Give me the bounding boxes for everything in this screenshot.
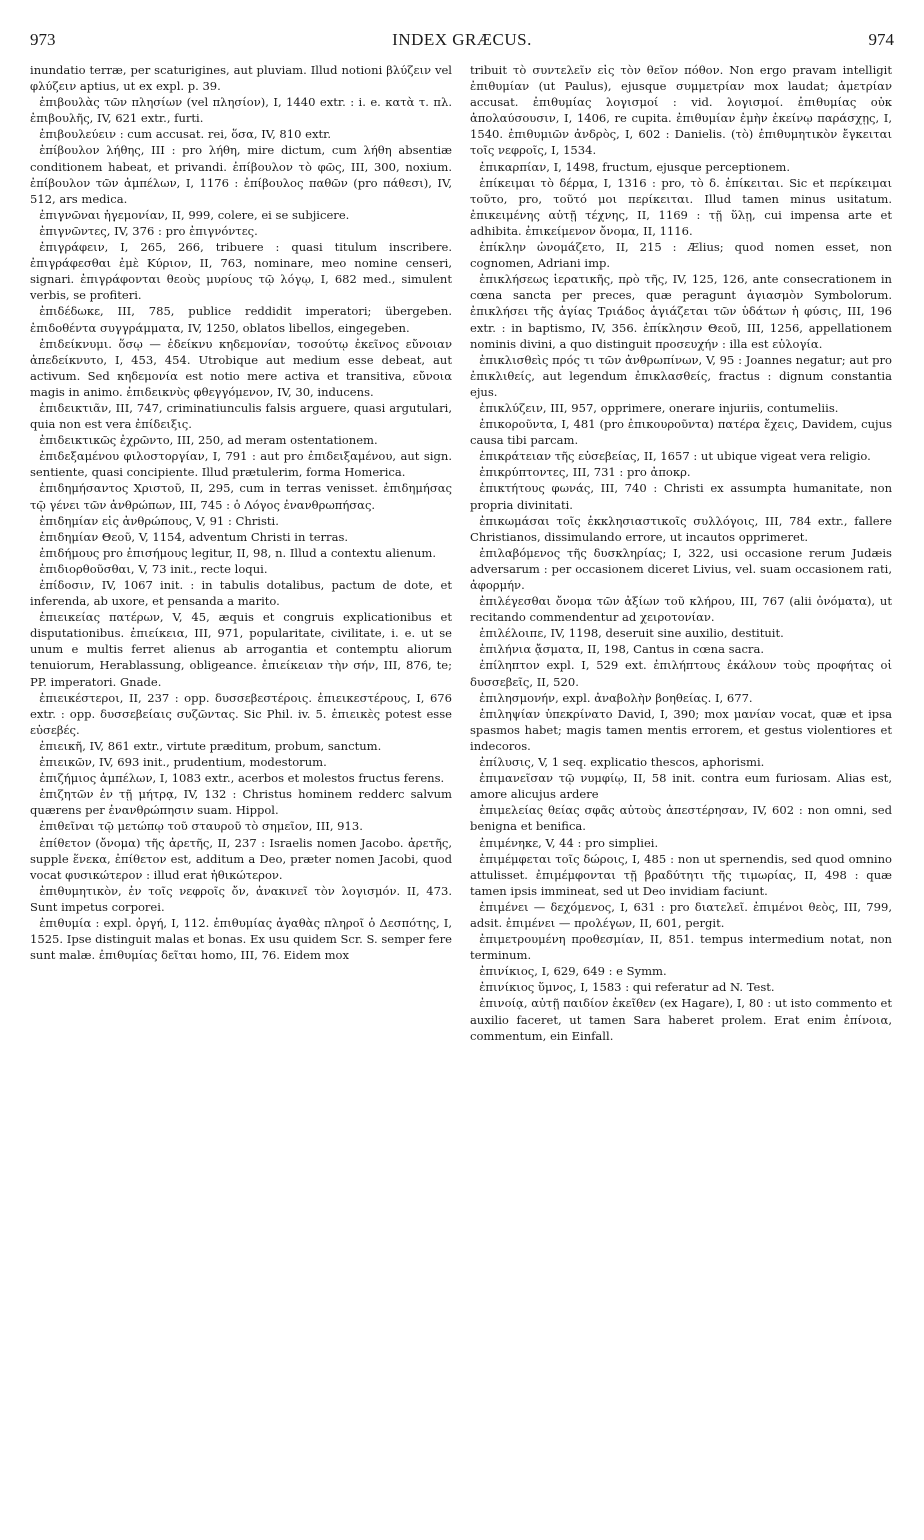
index-entry: ἐπικαρπίαν, I, 1498, fructum, ejusque perceptionem. [479,159,791,174]
index-entry: tribuit τὸ συντελεῖν εἰς τὸν θεῖον πόθον. Non ergo pravam intelligit ἐπιθυμίαν (ut Paulus), ejusque συμμετρίαν mox laudat; ἀμετρίαν accusat. ἐπιθυμίας λογισμοί : vid. λογισμοί. ἐπιθυμίας οὐκ ἀπολαύσουσιν, I, 1406, re cupita. ἐπιθυμίαν ἐμὴν ἐκείνῳ παράσχῃς, I, 1540. ἐπιθυμιῶν ἀνδρὸς, I, 602 : Danielis. (τὸ) ἐπιθυμητικὸν ἔγκειται τοῖς νεφροῖς, I, 1534. [470,63,892,158]
page-number-right: 974 [868,30,894,49]
index-entry: ἐπιδημήσαντος Χριστοῦ, II, 295, cum in terras venisset. ἐπιδημήσας τῷ γένει τῶν ἀνθρώπων, III, 745 : ὁ Λόγος ἐνανθρωπήσας. [30,481,452,512]
index-entry: ἐπίληπτον expl. I, 529 ext. ἐπιλήπτους ἐκάλουν τοὺς προφήτας οἱ δυσσεβεῖς, II, 520. [470,658,892,689]
index-entry: ἐπικτήτους φωνάς, III, 740 : Christi ex assumpta humanitate, non propria divinitati. [470,481,892,512]
page-header [30,30,894,58]
index-entry: ἐπιμένηκε, V, 44 : pro simpliei. [479,835,659,850]
index-entry: ἐπιγνῶναι ἡγεμονίαν, II, 999, colere, ei se subjicere. [39,207,350,222]
index-entry: ἐπίκλην ὠνομάζετο, II, 215 : Ælius; quod nomen esset, non cognomen, Adriani imp. [470,240,892,271]
index-entry: ἐπικωμάσαι τοῖς ἐκκλησιαστικοῖς συλλόγοις, III, 784 extr., fallere Christianos, dissimulando errore, ut incautos opprimeret. [470,513,892,544]
index-entry: ἐπίλυσις, V, 1 seq. explicatio thescos, aphorismi. [479,755,765,770]
index-entry: inundatio terræ, per scaturigines, aut pluviam. Illud notioni βλύζειν vel φλύζειν aptius, ut ex expl. p. 39. [30,63,452,94]
index-entry: ἐπικρύπτοντες, III, 731 : pro ἀποκρ. [479,465,691,480]
index-entry: ἐπιμελείας θείας σφᾶς αὐτοὺς ἀπεστέρησαν, IV, 602 : non omni, sed benigna et benifica. [470,803,892,834]
index-entry: ἐπιζήμιος ἀμπέλων, I, 1083 extr., acerbos et molestos fructus ferens. [39,771,445,786]
index-entry: ἐπίθετον (ὄνομα) τῆς ἀρετῆς, II, 237 : Israelis nomen Jacobo. ἀρετῆς, supple ἕνεκα, ἐπίθετον est, additum a Deo, præter nomen Jacobi, quod vocat φυσικώτερον : illud erat ἠθικώτερον. [30,835,452,882]
index-entry: ἐπιγράφειν, I, 265, 266, tribuere : quasi titulum inscribere. ἐπιγράφεσθαι ἐμὲ Κύριον, II, 763, nominare, meo nomine censeri, signari. ἐπιγράφονται θεοὺς μυρίους τῷ λόγῳ, I, 682 med., simulent verbis, se profiteri. [30,240,452,303]
index-entry: ἐπιδεικτιᾶν, III, 747, criminatiunculis falsis arguere, quasi argutulari, quia non est vera ἐπίδειξις. [30,400,452,432]
index-entry: ἐπιλαβόμενος τῆς δυσκληρίας; I, 322, usi occasione rerum Judæis adversarum : per occasionem diceret Livius, vel. suam occasionem rati, ἀφορμήν. [470,545,892,592]
index-entry: ἐπιδήμους pro ἐπισήμους legitur, II, 98, n. Illud a contextu alienum. [39,545,437,560]
index-entry: ἐπιλέγεσθαι ὄνομα τῶν ἀξίων τοῦ κλήρου, III, 767 (alii ὀνόματα), ut recitando commendentur ad χειροτονίαν. [470,594,892,625]
index-entry: ἐπιμανεῖσαν τῷ νυμφίῳ, II, 58 init. contra eum furiosam. Alias est, amore alicujus ardere [470,771,892,802]
index-entry: ἐπιμετρουμένη προθεσμίαν, II, 851. tempus intermedium notat, non terminum. [470,932,892,963]
right-column [470,62,892,1044]
index-entry: ἐπιβουλεύειν : cum accusat. rei, ὅσα, IV, 810 extr. [39,127,332,142]
index-entry: ἐπιδεικτικῶς ἐχρῶντο, III, 250, ad meram ostentationem. [39,433,378,448]
index-entry: ἐπίβουλον λήθης, III : pro λήθη, mire dictum, cum λήθη absentiæ conditionem habeat, et privandi. ἐπίβουλον τὸ φῶς, III, 300, noxium. ἐπίβουλον τῶν ἀμπέλων, I, 1176 : ἐπίβουλος παθῶν (pro πάθεσι), IV, 512, ars medica. [30,143,452,206]
index-entry: ἐπίκειμαι τὸ δέρμα, I, 1316 : pro, τὸ δ. ἐπίκειται. Sic et περίκειμαι τοῦτο, pro, τοῦτό μοι περίκειται. Illud tamen minus usitatum. ἐπικειμένης αὐτῇ τέχνης, II, 1169 : τῇ ὕλῃ, cui impensa arte et adhibita. ἐπικείμενον ὄνομα, II, 1116. [470,175,892,238]
index-entry: ἐπικοροῦντα, I, 481 (pro ἐπικουροῦντα) πατέρα ἔχεις, Davidem, cujus causa tibi parcam. [470,417,892,448]
index-entry: ἐπιζητῶν ἐν τῇ μήτρᾳ, IV, 132 : Christus hominem redderc salvum quærens per ἐνανθρώπησιν suam. Hippol. [30,787,452,818]
left-column [30,62,452,963]
index-entry: ἐπίδοσιν, IV, 1067 init. : in tabulis dotalibus, pactum de dote, et inferenda, ab uxore, et pensanda a marito. [30,578,452,609]
index-entry: ἐπιεικείας πατέρων, V, 45, æquis et congruis explicationibus et disputationibus. ἐπιείκεια, III, 971, popularitate, civilitate, i. e. ut se unum e multis ferret alienus ab arrogantia et contemptu aliorum tenuiorum, Herablassung, obligeance. ἐπιείκειαν τὴν σήν, III, 876, te; PP. imperatori. Gnade. [30,610,452,689]
index-entry: ἐπιμένει — δεχόμενος, I, 631 : pro διατελεῖ. ἐπιμένοι θεὸς, III, 799, adsit. ἐπιμένει — προλέγων, II, 601, pergit. [470,899,892,930]
index-entry: ἐπιμέμφεται τοῖς δώροις, I, 485 : non ut spernendis, sed quod omnino attulisset. ἐπιμέμφονται τῇ βραδύτητι τῆς τιμωρίας, II, 498 : quæ tamen ipsis immineat, sed ut Deo invidiam faciunt. [470,851,892,898]
index-entry: ἐπιδεξαμένου φιλοστοργίαν, I, 791 : aut pro ἐπιδειξαμένου, aut sign. sentiente, quasi concipiente. Illud prætulerim, forma Homerica. [30,449,452,480]
index-entry: ἐπινίκιος ὕμνος, I, 1583 : qui referatur ad N. Test. [479,980,775,995]
index-entry: ἐπιεικῆ, IV, 861 extr., virtute præditum, probum, sanctum. [39,738,382,753]
index-entry: ἐπιβουλὰς τῶν πλησίων (vel πλησίον), I, 1440 extr. : i. e. κατὰ τ. πλ. ἐπιβουλῆς, IV, 621 extr., furti. [30,95,452,126]
index-entry: ἐπιδείκνυμι. ὅσῳ — ἐδείκνυ κηδεμονίαν, τοσούτῳ ἐκεῖνος εὔνοιαν ἀπεδείκνυτο, I, 453, 454. Utrobique aut medium esse debeat, aut activum. Sed κηδεμονία est notio mere activa et transitiva, εὔνοια magis in animo. ἐπιδεικνὺς φθεγγόμενον, IV, 30, inducens. [30,336,452,399]
index-entry: ἐπιθεῖναι τῷ μετώπῳ τοῦ σταυροῦ τὸ σημεῖον, III, 913. [39,819,363,834]
index-entry: ἐπιδημίαν εἰς ἀνθρώπους, V, 91 : Christi. [39,513,279,528]
index-entry: ἐπιδέδωκε, III, 785, publice reddidit imperatori; übergeben. ἐπιδοθέντα συγγράμματα, IV, 1250, oblatos libellos, eingegeben. [30,304,452,335]
index-entry: ἐπιδιορθοῦσθαι, V, 73 init., recte loqui. [39,561,268,576]
index-entry: ἐπιθυμία : expl. ὀργή, I, 112. ἐπιθυμίας ἀγαθὰς πληροῖ ὁ Δεσπότης, I, 1525. Ipse distinguit malas et bonas. Ex usu quidem Scr. S. semper fere sunt malæ. ἐπιθυμίας δεῖται homo, III, 76. Eidem mox [30,915,452,963]
index-entry: ἐπιδημίαν Θεοῦ, V, 1154, adventum Christi in terras. [39,529,349,544]
index-entry: ἐπικλισθεὶς πρός τι τῶν ἀνθρωπίνων, V, 95 : Joannes negatur; aut pro ἐπικλιθείς, aut legendum ἐπικλασθείς, fractus : dignum constantia ejus. [470,352,892,399]
page-number-left: 973 [30,30,56,49]
index-entry: ἐπιθυμητικὸν, ἐν τοῖς νεφροῖς ὄν, ἀνακινεῖ τὸν λογισμόν. II, 473. Sunt impetus corporei. [30,883,452,914]
index-entry: ἐπινίκιος, I, 629, 649 : e Symm. [479,964,667,979]
index-entry: ἐπικλήσεως ἱερατικῆς, πρὸ τῆς, IV, 125, 126, ante consecrationem in cœna sancta per preces, quæ peragunt ἁγιασμὸν Symbolorum. ἐπικλήσει τῆς ἁγίας Τριάδος ἁγιάζεται τῶν ὑδάτων ἡ φύσις, III, 196 extr. : in baptismo, IV, 356. ἐπίκλησιν Θεοῦ, III, 1256, appellationem nominis divini, a quo distinguit προσευχήν : illa est εὐλογία. [470,272,892,351]
index-entry: ἐπιληψίαν ὑπεκρίνατο David, I, 390; mox μανίαν vocat, quæ et ipsa spasmos habet; magis tamen mentis errorem, et gestus violentiores et indecoros. [470,706,892,753]
index-entry: ἐπιλέλοιπε, IV, 1198, deseruit sine auxilio, destituit. [479,626,784,641]
index-entry: ἐπιλήνια ᾄσματα, II, 198, Cantus in cœna sacra. [479,642,765,657]
index-entry: ἐπινοίᾳ, αὐτῇ παιδίον ἐκεῖθεν (ex Hagare), I, 80 : ut isto commento et auxilio faceret, ut tamen Sara haberet prolem. Erat enim ἐπίνοια, commentum, ein Einfall. [470,996,892,1043]
index-entry: ἐπικλύζειν, III, 957, opprimere, onerare injuriis, contumeliis. [479,400,839,415]
index-entry: ἐπιεικέστεροι, II, 237 : opp. δυσσεβεστέροις. ἐπιεικεστέρους, I, 676 extr. : opp. δυσσεβείαις συζῶντας. Sic Phil. iv. 5. ἐπιεικὲς potest esse εὐσεβές. [30,690,452,737]
index-entry: ἐπιγνῶντες, IV, 376 : pro ἐπιγνόντες. [39,223,258,238]
index-entry: ἐπικράτειαν τῆς εὐσεβείας, II, 1657 : ut ubique vigeat vera religio. [479,449,871,464]
index-entry: ἐπιλησμονήν, expl. ἀναβολὴν βοηθείας. I, 677. [479,690,753,705]
running-title: INDEX GRÆCUS. [392,30,532,49]
index-entry: ἐπιεικῶν, IV, 693 init., prudentium, modestorum. [39,755,327,770]
